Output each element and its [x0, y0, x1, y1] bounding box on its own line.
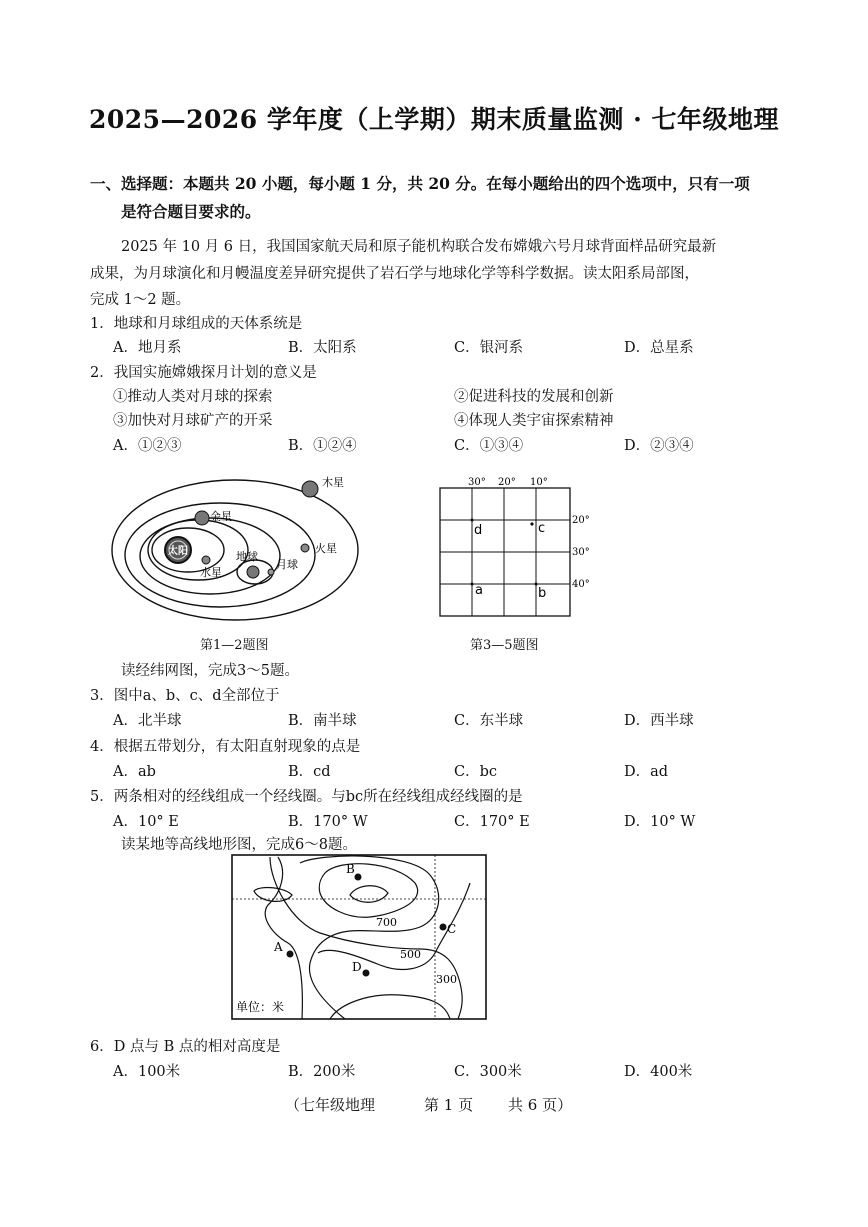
- contour-label-300: 300: [436, 973, 457, 986]
- q1-option-c: C．银河系: [454, 340, 524, 356]
- section-heading-cont: 是符合题目要求的。: [121, 202, 261, 221]
- q3-option-a: A．北半球: [113, 713, 182, 729]
- question-1-stem: 1．地球和月球组成的天体系统是: [90, 316, 303, 332]
- intro-line: 完成 1～2 题。: [90, 292, 191, 308]
- q2-statement-3: ③加快对月球矿产的开采: [113, 413, 273, 429]
- q6-option-d: D．400米: [624, 1064, 693, 1080]
- q4-option-c: C．bc: [454, 764, 497, 780]
- mercury-icon: [202, 556, 210, 564]
- q2-option-a: A．①②③: [113, 438, 182, 454]
- q5-option-a: A．10° E: [113, 814, 179, 830]
- venus-icon: [195, 511, 209, 525]
- question-6-stem: 6．D 点与 B 点的相对高度是: [90, 1039, 281, 1055]
- point-d-label: d: [474, 523, 483, 538]
- venus-label: 金星: [210, 510, 232, 523]
- lat-label-20: 20°: [572, 515, 590, 526]
- earth-icon: [247, 566, 259, 578]
- contour-map: [230, 853, 488, 1021]
- section-heading: 一、选择题：本题共 20 小题，每小题 1 分，共 20 分。在每小题给出的四个选项中，只有一项: [90, 174, 750, 193]
- point-C-label: C: [447, 922, 457, 936]
- q3-option-c: C．东半球: [454, 713, 524, 729]
- q2-statement-2: ②促进科技的发展和创新: [454, 389, 614, 405]
- figure-1-caption: 第1—2题图: [200, 638, 269, 653]
- intro-2: 读经纬网图，完成3～5题。: [121, 663, 299, 679]
- figure-2-caption: 第3—5题图: [470, 638, 539, 653]
- point-C-marker: [440, 924, 447, 931]
- point-b-label: b: [538, 586, 547, 601]
- jupiter-icon: [302, 481, 318, 497]
- page-title: 2025—2026 学年度（上学期）期末质量监测 · 七年级地理: [89, 105, 779, 134]
- jupiter-label: 木星: [322, 476, 344, 489]
- q1-option-a: A．地月系: [113, 340, 182, 356]
- point-A-label: A: [274, 940, 283, 954]
- q5-option-c: C．170° E: [454, 814, 530, 830]
- point-D-marker: [363, 970, 370, 977]
- lat-label-30: 30°: [572, 547, 590, 558]
- q5-option-b: B．170° W: [288, 814, 368, 830]
- earth-label: 地球: [236, 550, 258, 563]
- q6-option-a: A．100米: [113, 1064, 181, 1080]
- lon-label-20: 20°: [498, 477, 516, 488]
- solar-system-diagram: [110, 470, 370, 630]
- question-4-stem: 4．根据五带划分，有太阳直射现象的点是: [90, 739, 361, 755]
- q5-option-d: D．10° W: [624, 814, 696, 830]
- question-5-stem: 5．两条相对的经线组成一个经线圈。与bc所在经线组成经线圈的是: [90, 789, 523, 805]
- q4-option-b: B．cd: [288, 764, 331, 780]
- footer-total: 共 6 页）: [508, 1096, 573, 1114]
- lon-label-10: 10°: [530, 477, 548, 488]
- point-c-label: c: [538, 521, 546, 536]
- moon-label: 月球: [276, 558, 298, 571]
- q2-option-b: B．①②④: [288, 438, 357, 454]
- point-B-label: B: [346, 862, 355, 876]
- q1-option-d: D．总星系: [624, 340, 694, 356]
- q2-statement-4: ④体现人类宇宙探索精神: [454, 413, 614, 429]
- q6-option-c: C．300米: [454, 1064, 522, 1080]
- q2-option-d: D．②③④: [624, 438, 694, 454]
- question-2-stem: 2．我国实施嫦娥探月计划的意义是: [90, 365, 317, 381]
- intro-line: 成果，为月球演化和月幔温度差异研究提供了岩石学与地球化学等科学数据。读太阳系局部图，: [90, 266, 699, 282]
- lon-label-30: 30°: [468, 477, 486, 488]
- mars-icon: [301, 544, 309, 552]
- question-3-stem: 3．图中a、b、c、d全部位于: [90, 688, 280, 704]
- point-A-marker: [287, 951, 294, 958]
- mars-label: 火星: [315, 542, 337, 555]
- point-a-label: a: [475, 583, 483, 598]
- q1-option-b: B．太阳系: [288, 340, 357, 356]
- point-D-label: D: [352, 960, 362, 974]
- q4-option-d: D．ad: [624, 764, 669, 780]
- mercury-label: 水星: [200, 566, 222, 579]
- intro-3: 读某地等高线地形图，完成6～8题。: [121, 837, 357, 853]
- lat-label-40: 40°: [572, 579, 590, 590]
- sun-label: 太阳: [168, 546, 188, 557]
- q3-option-b: B．南半球: [288, 713, 357, 729]
- contour-label-700: 700: [376, 916, 397, 929]
- point-B-marker: [355, 874, 362, 881]
- contour-label-500: 500: [400, 948, 421, 961]
- footer-subject: （七年级地理: [285, 1096, 376, 1114]
- intro-line: 2025 年 10 月 6 日，我国国家航天局和原子能机构联合发布嫦娥六号月球背面样品研究最新: [121, 239, 717, 255]
- q6-option-b: B．200米: [288, 1064, 356, 1080]
- q4-option-a: A．ab: [113, 764, 156, 780]
- footer-page: 第 1 页: [424, 1096, 474, 1114]
- q2-statement-1: ①推动人类对月球的探索: [113, 389, 273, 405]
- q3-option-d: D．西半球: [624, 713, 694, 729]
- unit-label: 单位：米: [236, 1000, 285, 1014]
- q2-option-c: C．①③④: [454, 438, 524, 454]
- graticule-diagram: [430, 470, 600, 630]
- moon-icon: [268, 569, 274, 575]
